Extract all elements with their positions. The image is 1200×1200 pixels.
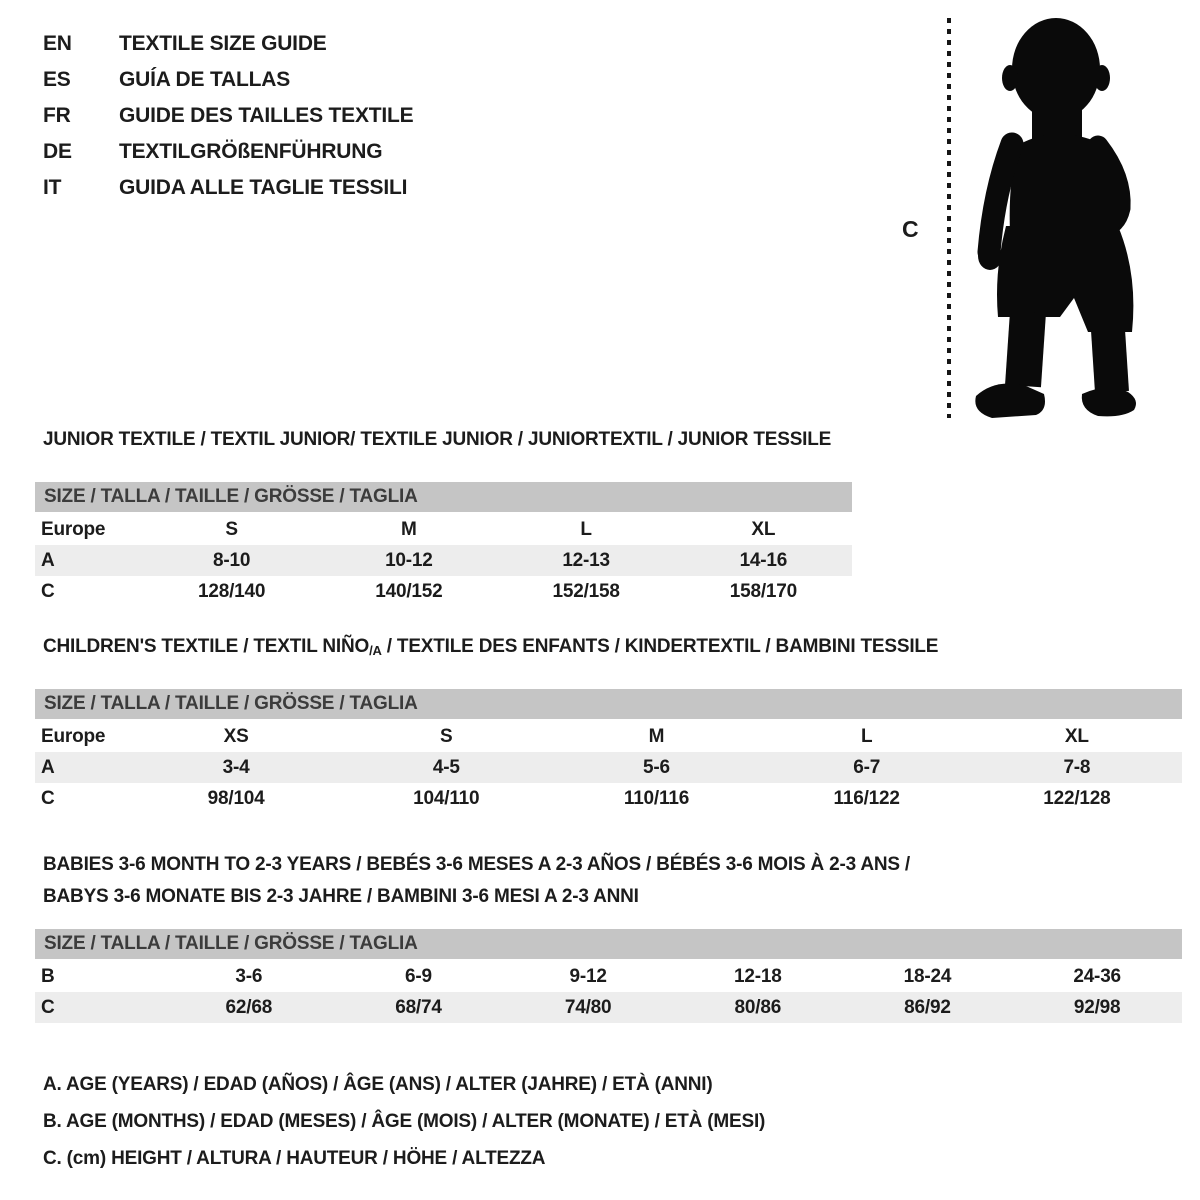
table-cell: 12-18 [733,966,782,987]
table-cell: S [225,519,238,540]
row-label: A [41,550,55,571]
table-cell: 6-9 [405,966,432,987]
babies-section-title [43,849,910,913]
legend-line-c: C. (cm) HEIGHT / ALTURA / HAUTEUR / HÖHE / ALTEZZA [43,1148,546,1169]
lang-code: DE [43,140,72,163]
table-cell: 74/80 [564,997,612,1018]
table-cell: 92/98 [1073,997,1121,1018]
table-cell: L [860,726,873,747]
babies-title-line2: BABYS 3-6 MONATE BIS 2-3 JAHRE / BAMBINI 3-6 MESI A 2-3 ANNI [43,886,639,907]
lang-title: GUÍA DE TALLAS [119,68,291,91]
row-label: C [41,581,55,602]
table-cell: L [580,519,592,540]
row-label: B [41,966,55,987]
table-cell: 24-36 [1073,966,1121,987]
table-cell: 4-5 [432,757,460,778]
measurement-legend [43,1066,765,1177]
children-size-table [35,689,1182,814]
table-cell: 152/158 [552,581,620,602]
table-cell: 3-4 [222,757,250,778]
row-label: A [41,757,55,778]
lang-row-it [43,170,413,206]
lang-code: IT [43,176,62,199]
babies-table [35,961,1182,1023]
table-cell: 128/140 [197,581,266,602]
lang-code: EN [43,32,72,55]
table-cell: S [440,726,453,747]
table-cell: XS [223,726,249,747]
table-cell: 68/74 [395,997,442,1018]
table-cell: 140/152 [375,581,443,602]
table-cell: 14-16 [739,550,788,571]
table-cell: 3-6 [235,966,263,987]
lang-title: TEXTILGRÖßENFÜHRUNG [119,140,383,163]
table-row-height [35,992,1182,1023]
legend-line-b: B. AGE (MONTHS) / EDAD (MESES) / ÂGE (MOIS) / ALTER (MONATE) / ETÀ (MESI) [43,1111,766,1132]
toddler-silhouette-figure [962,12,1142,420]
table-row-height [35,783,1182,814]
table-cell: 6-7 [853,757,881,778]
children-title-suffix: / TEXTILE DES ENFANTS / KINDERTEXTIL / BAMBINI TESSILE [381,636,939,657]
table-cell: M [401,519,417,540]
junior-size-header-bar: SIZE / TALLA / TAILLE / GRÖSSE / TAGLIA [35,482,852,512]
row-label: Europe [41,519,106,540]
table-cell: 116/122 [833,788,900,809]
lang-title: GUIDE DES TAILLES TEXTILE [119,104,414,127]
table-cell: 18-24 [903,966,952,987]
table-row-age-months [35,961,1182,992]
table-cell: 12-13 [562,550,610,571]
table-cell: 104/110 [413,788,480,809]
row-label: Europe [41,726,106,747]
lang-row-fr [43,98,413,134]
junior-size-table [35,482,852,607]
table-cell: 86/92 [904,997,951,1018]
table-cell: 5-6 [643,757,670,778]
table-cell: 62/68 [225,997,273,1018]
junior-section-title: JUNIOR TEXTILE / TEXTIL JUNIOR/ TEXTILE JUNIOR / JUNIORTEXTIL / JUNIOR TESSILE [43,429,832,450]
children-section-title [43,636,938,658]
table-cell: 10-12 [385,550,433,571]
table-cell: 80/86 [734,997,782,1018]
table-cell: 110/116 [623,788,690,809]
legend-line-a: A. AGE (YEARS) / EDAD (AÑOS) / ÂGE (ANS) / ALTER (JAHRE) / ETÀ (ANNI) [43,1074,713,1095]
table-row-age [35,545,852,576]
table-row-age [35,752,1182,783]
children-title-subscript: /A [369,643,382,658]
height-measure-label: C [902,216,919,242]
row-label: C [41,788,55,809]
babies-size-table [35,929,1182,1023]
children-title-prefix: CHILDREN'S TEXTILE / TEXTIL NIÑO [43,636,370,657]
table-row-europe [35,721,1182,752]
table-cell: 7-8 [1063,757,1091,778]
table-cell: 9-12 [569,966,607,987]
table-cell: 8-10 [213,550,251,571]
children-size-header-bar: SIZE / TALLA / TAILLE / GRÖSSE / TAGLIA [35,689,1182,719]
language-title-list [43,26,413,206]
babies-title-line1: BABIES 3-6 MONTH TO 2-3 YEARS / BEBÉS 3-6 MESES A 2-3 AÑOS / BÉBÉS 3-6 MOIS À 2-3 ANS / [43,854,911,875]
junior-table [35,514,852,607]
row-label: C [41,997,55,1018]
lang-row-es [43,62,413,98]
children-table [35,721,1182,814]
babies-size-header-bar: SIZE / TALLA / TAILLE / GRÖSSE / TAGLIA [35,929,1182,959]
table-cell: XL [1064,726,1089,747]
table-cell: 158/170 [729,581,798,602]
table-row-europe [35,514,852,545]
lang-row-en [43,26,413,62]
lang-code: ES [43,68,71,91]
lang-row-de [43,134,413,170]
lang-title: TEXTILE SIZE GUIDE [119,32,327,55]
table-cell: XL [751,519,776,540]
lang-title: GUIDA ALLE TAGLIE TESSILI [119,176,408,199]
table-cell: 98/104 [207,788,265,809]
height-measure-dashed-line [947,18,951,418]
table-row-height [35,576,852,607]
table-cell: M [648,726,665,747]
lang-code: FR [43,104,71,127]
table-cell: 122/128 [1043,788,1111,809]
